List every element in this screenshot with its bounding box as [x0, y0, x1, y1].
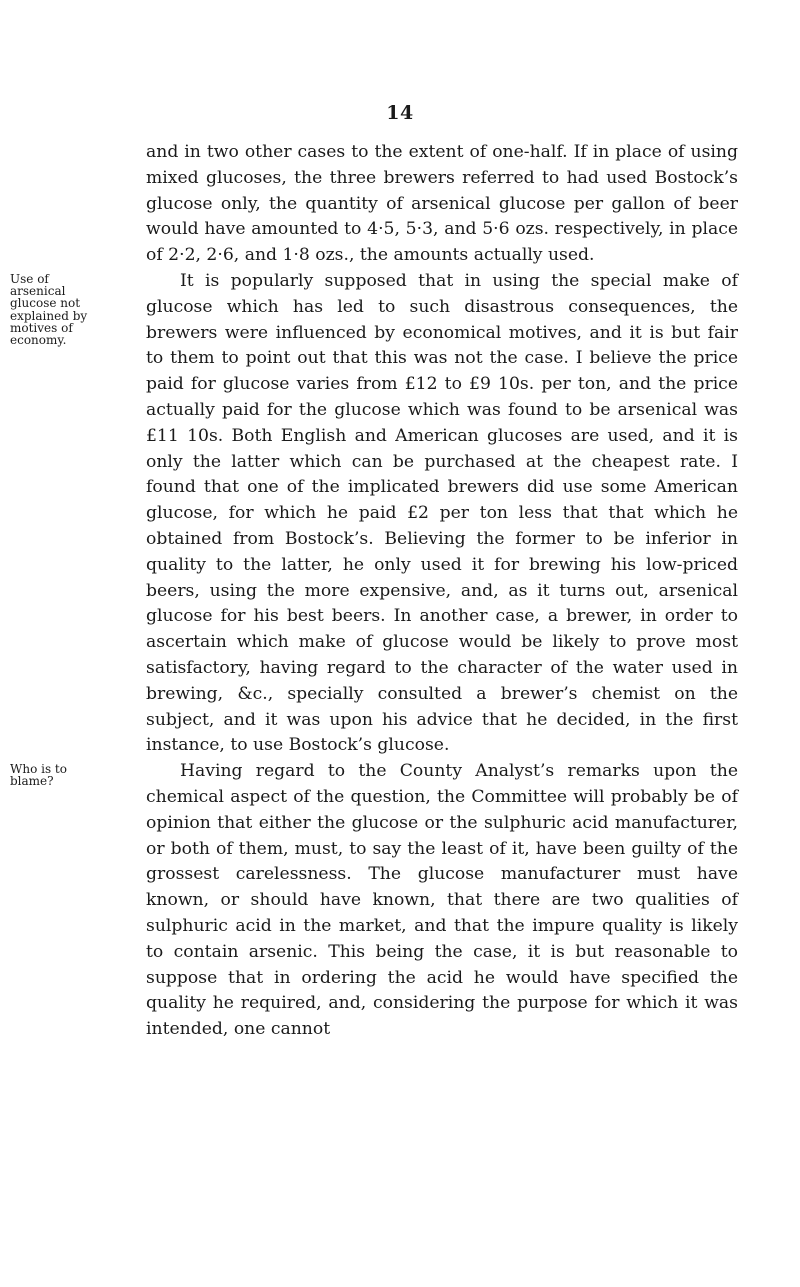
paragraph-continuation [146, 140, 738, 269]
page-body [10, 140, 738, 1043]
margin-note-blame: Who is to blame? [10, 762, 67, 789]
margin-note-economy: Use of arsenical glucose not explained by motives of economy. [10, 271, 88, 347]
paragraph-text: and in two other cases to the extent of one-half. If in place of using mixed glucoses, the three brewers referred to had used Bostock’s glucose only, the quantity of arsenical glucose per gallon of beer would have amounted to 4·5, 5·3, and 5·6 ozs. respectively, in place of 2·2, 2·6, and 1·8 ozs., the amounts actually used. [146, 142, 738, 266]
paragraph-text: It is popularly supposed that in using the special make of glucose which has led to such disastrous consequences, the brewers were influenced by economical motives, and it is but fair to them to point out that this was not the case. I believe the price paid for glucose varies from £12 to £9 10s. per ton, and the price actually paid for the glucose which was found to be arsenical was £11 10s. Both English and American glucoses are used, and it is only the latter which can be purchased at the cheapest rate. I found that one of the implicated brewers did use some American glucose, for which he paid £2 per ton less that that which he obtained from Bostock’s. Believing the former to be inferior in quality to the latter, he only used it for brewing his low-priced beers, using the more expensive, and, as it turns out, arsenical glucose for his best beers. In another case, a brewer, in order to ascertain which make of glucose would be likely to prove most satisfactory, having regard to the character of the water used in brewing, &c., specially consulted a brewer’s chemist on the subject, and it was upon his advice that he decided, in the first instance, to use Bostock’s glucose. [146, 270, 738, 756]
paragraph-economy [10, 269, 738, 759]
paragraph-text: Having regard to the County Analyst’s remarks upon the chemical aspect of the question, the Committee will probably be of opinion that either the glucose or the sulphuric acid manufacturer, or both of them, must, to say the least of it, have been guilty of the grossest carelessness. The glucose manufacturer must have known, or should have known, that there are two qualities of sulphuric acid in the market, and that the impure quality is likely to contain arsenic. This being the case, it is but reasonable to suppose that in ordering the acid he would have specified the quality he required, and, considering the purpose for which it was intended, one cannot [146, 761, 738, 1040]
page-number: 14 [386, 102, 414, 124]
paragraph-blame [10, 759, 738, 1043]
